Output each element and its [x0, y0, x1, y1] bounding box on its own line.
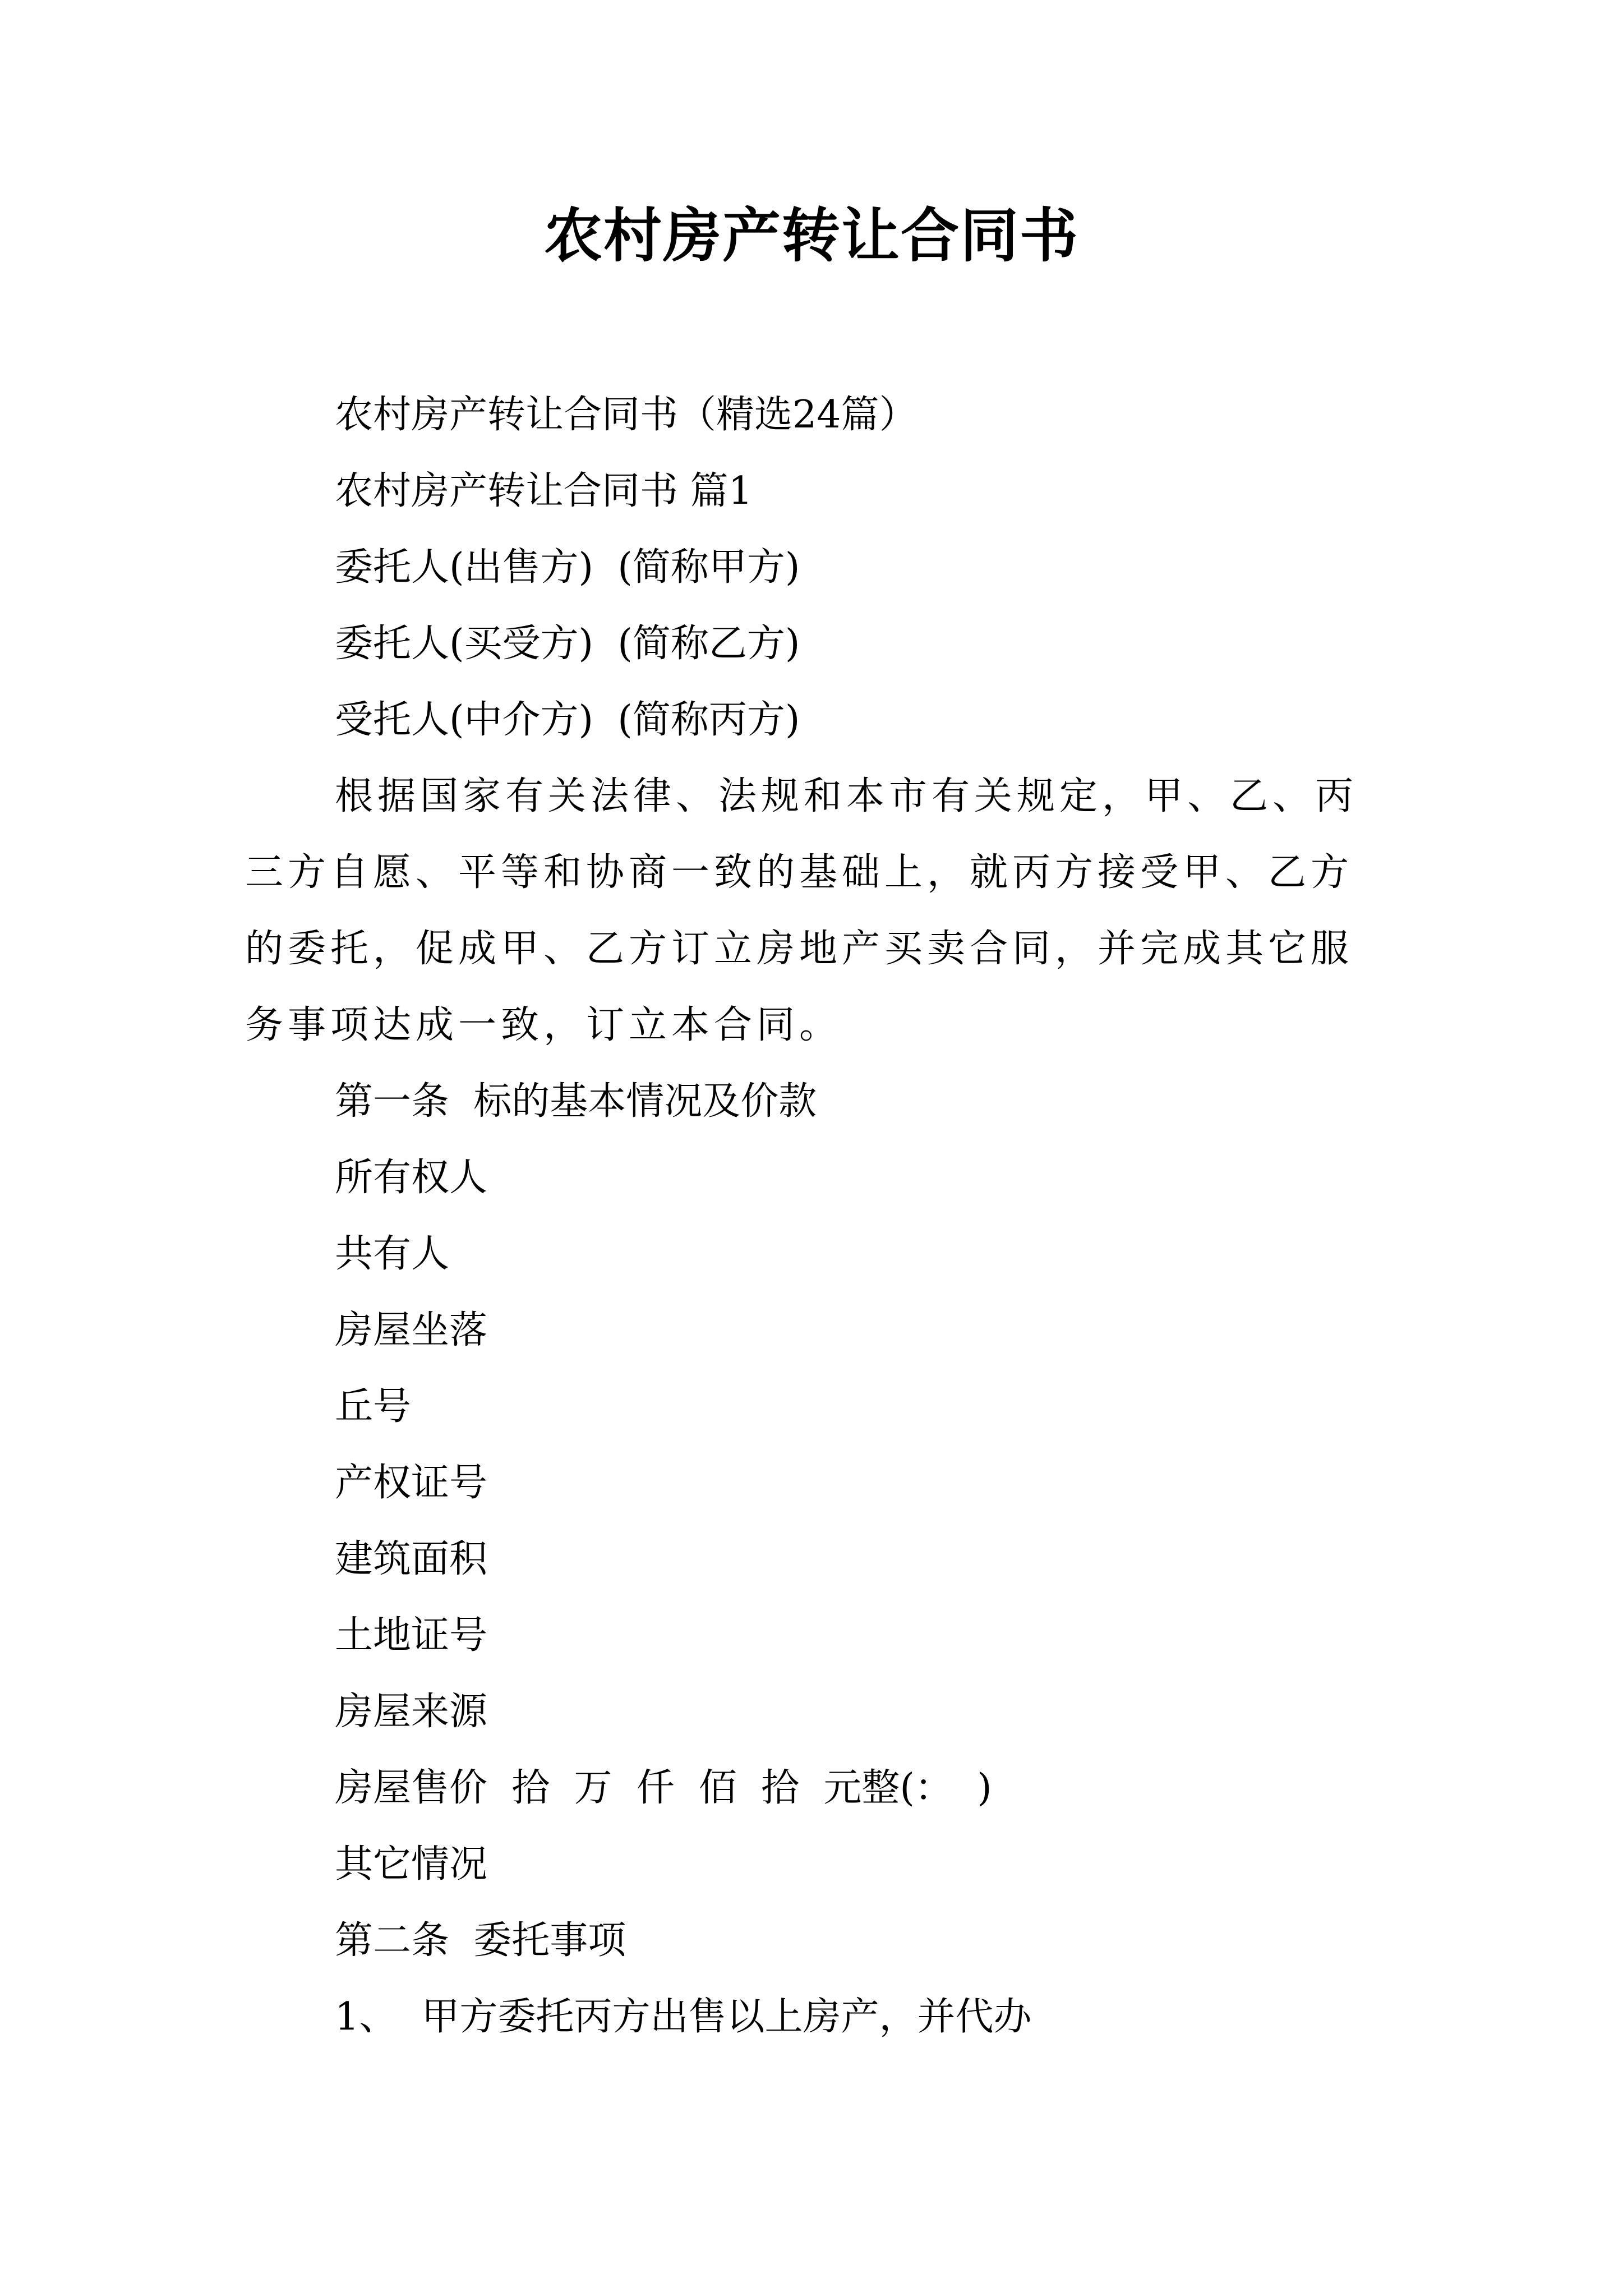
field-lot-number: 丘号: [335, 1384, 412, 1429]
field-house-location: 房屋坐落: [335, 1308, 488, 1352]
field-house-source: 房屋来源: [335, 1690, 488, 1734]
article2-heading: 第二条 委托事项: [335, 1918, 626, 1963]
party-agent: 受托人(中介方) (简称丙方): [335, 698, 800, 742]
document-title: 农村房产转让合同书: [543, 201, 1079, 270]
article1-heading: 第一条 标的基本情况及价款: [335, 1079, 817, 1124]
party-buyer: 委托人(买受方) (简称乙方): [335, 622, 800, 666]
field-floor-area: 建筑面积: [335, 1537, 488, 1581]
preamble-paragraph: 根据国家有关法律、法规和本市有关规定，甲、乙、丙三方自愿、平等和协商一致的基础上，就丙方接受甲、乙方的委托，促成甲、乙方订立房地产买卖合同，并完成其它服务事项达成一致，订立本合同。: [245, 774, 1358, 1047]
article2-item1: 1、 甲方委托丙方出售以上房产，并代办: [335, 1995, 1032, 2039]
other-info: 其它情况: [335, 1842, 488, 1887]
section-heading: 农村房产转让合同书 篇1: [335, 469, 753, 513]
party-seller: 委托人(出售方) (简称甲方): [335, 545, 800, 590]
field-property-cert: 产权证号: [335, 1461, 488, 1505]
document-body: [245, 377, 1378, 2055]
field-owner: 所有权人: [335, 1156, 488, 1200]
document-subtitle: 农村房产转让合同书（精选24篇）: [335, 393, 917, 437]
field-land-cert: 土地证号: [335, 1613, 488, 1658]
price-line: 房屋售价 拾 万 仟 佰 拾 元整(： ): [335, 1766, 992, 1810]
field-co-owner: 共有人: [335, 1232, 450, 1276]
